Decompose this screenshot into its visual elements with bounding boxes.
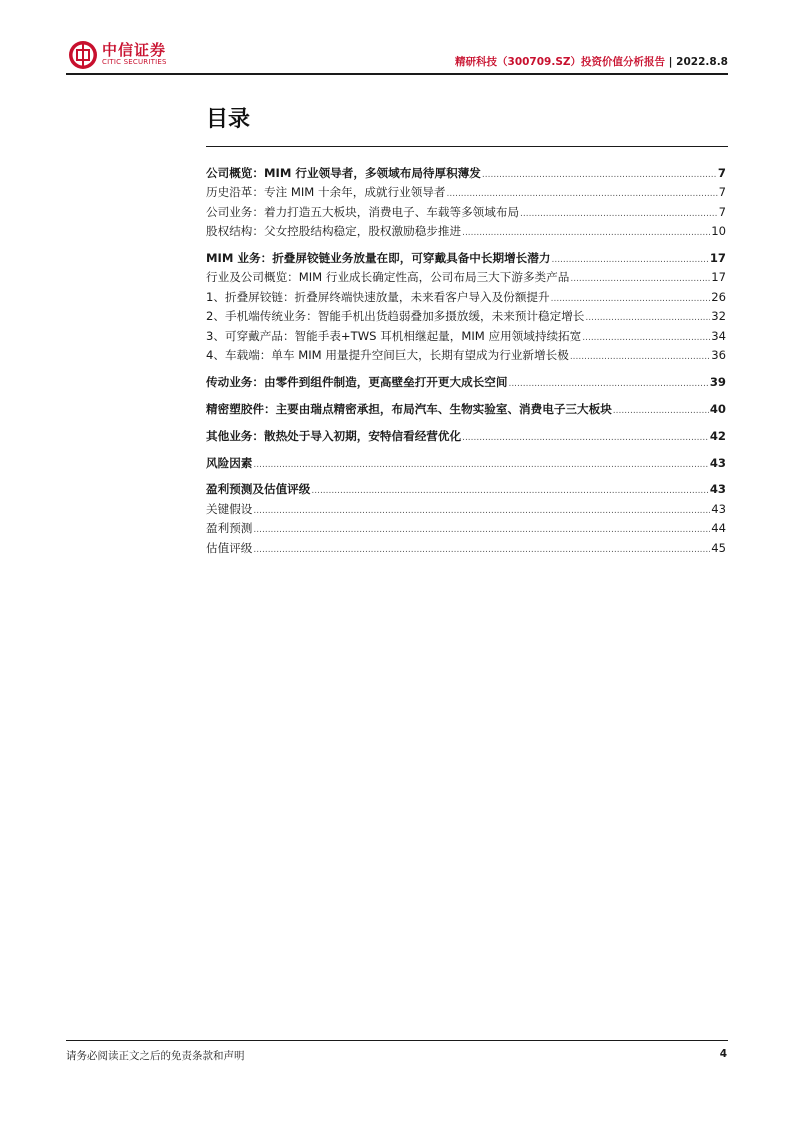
toc-subsection-entry[interactable]: [206, 203, 726, 222]
toc-entry-page: 34: [711, 328, 726, 343]
report-title: [455, 54, 728, 69]
toc-dot-leader: [253, 521, 710, 540]
toc-section-entry[interactable]: [206, 480, 726, 499]
toc-section-entry[interactable]: [206, 373, 726, 392]
toc-dot-leader: [253, 456, 708, 475]
toc-dot-leader: [482, 166, 717, 185]
toc-entry-page: 32: [711, 309, 726, 324]
toc-section-entry[interactable]: [206, 427, 726, 446]
toc-section-entry[interactable]: [206, 454, 726, 473]
toc-entry-page: 43: [711, 501, 726, 516]
page-number: 4: [719, 1048, 727, 1060]
toc-subsection-entry[interactable]: [206, 268, 726, 287]
toc-entry-label: 行业及公司概览：MIM 行业成长确定性高，公司布局三大下游多类产品: [206, 270, 570, 285]
toc-dot-leader: [551, 251, 708, 270]
toc-dot-leader: [508, 375, 708, 394]
toc-entry-label: 其他业务：散热处于导入初期，安特信看经营优化: [206, 428, 462, 443]
toc-entry-page: 45: [711, 540, 726, 555]
toc-entry-label: 公司业务：着力打造五大板块，消费电子、车载等多领域布局: [206, 204, 520, 219]
toc-section-entry[interactable]: [206, 400, 726, 419]
toc-dot-leader: [570, 348, 710, 367]
toc-entry-page: 26: [711, 289, 726, 304]
footer-divider: [66, 1040, 728, 1041]
logo-chinese-text: 中信证券: [102, 41, 167, 59]
toc-entry-page: 43: [709, 482, 726, 497]
table-of-contents: [206, 164, 726, 558]
toc-subsection-entry[interactable]: [206, 183, 726, 202]
toc-entry-page: 40: [709, 401, 726, 416]
toc-dot-leader: [462, 429, 709, 448]
citic-logo-icon: [68, 40, 98, 70]
toc-section-entry[interactable]: [206, 249, 726, 268]
toc-dot-leader: [253, 502, 710, 521]
page-header: [66, 38, 728, 74]
toc-entry-page: 39: [709, 374, 726, 389]
toc-entry-label: 3、可穿戴产品：智能手表+TWS 耳机相继起量，MIM 应用领域持续拓宽: [206, 328, 582, 343]
toc-dot-leader: [585, 309, 710, 328]
report-name: 精研科技（300709.SZ）投资价值分析报告: [455, 56, 666, 68]
toc-subsection-entry[interactable]: [206, 346, 726, 365]
footer-disclaimer: 请务必阅读正文之后的免责条款和声明: [66, 1050, 245, 1062]
report-date: 2022.8.8: [676, 56, 728, 68]
toc-entry-label: 4、车载端：单车 MIM 用量提升空间巨大，长期有望成为行业新增长极: [206, 348, 569, 363]
toc-entry-page: 42: [709, 428, 726, 443]
toc-subsection-entry[interactable]: [206, 519, 726, 538]
toc-entry-label: 公司概览：MIM 行业领导者，多领域布局待厚积薄发: [206, 166, 481, 180]
toc-subsection-entry[interactable]: [206, 539, 726, 558]
toc-dot-leader: [520, 205, 718, 224]
toc-entry-page: 10: [711, 224, 726, 239]
toc-subsection-entry[interactable]: [206, 288, 726, 307]
toc-entry-label: 2、手机端传统业务：智能手机出货趋弱叠加多摄放缓，未来预计稳定增长: [206, 309, 585, 324]
toc-subsection-entry[interactable]: [206, 222, 726, 241]
toc-dot-leader: [570, 270, 710, 289]
toc-entry-label: 关键假设: [206, 501, 253, 516]
toc-dot-leader: [462, 224, 710, 243]
toc-entry-page: 43: [709, 455, 726, 470]
toc-subsection-entry[interactable]: [206, 327, 726, 346]
toc-entry-page: 7: [718, 204, 726, 219]
toc-subsection-entry[interactable]: [206, 307, 726, 326]
toc-subsection-entry[interactable]: [206, 500, 726, 519]
toc-entry-page: 36: [711, 348, 726, 363]
toc-entry-page: 17: [709, 251, 726, 266]
toc-dot-leader: [582, 329, 710, 348]
toc-entry-label: 风险因素: [206, 455, 253, 470]
title-separator: |: [668, 56, 673, 68]
toc-dot-leader: [613, 402, 709, 421]
header-divider: [66, 73, 728, 75]
toc-entry-label: 1、折叠屏铰链：折叠屏终端快速放量，未来看客户导入及份额提升: [206, 289, 550, 304]
toc-entry-label: 股权结构：父女控股结构稳定，股权激励稳步推进: [206, 224, 462, 239]
toc-entry-label: 盈利预测及估值评级: [206, 482, 311, 497]
toc-entry-label: MIM 业务：折叠屏铰链业务放量在即，可穿戴具备中长期增长潜力: [206, 251, 551, 266]
toc-entry-label: 精密塑胶件：主要由瑞点精密承担，布局汽车、生物实验室、消费电子三大板块: [206, 401, 612, 416]
citic-securities-logo: [66, 38, 186, 74]
toc-entry-label: 估值评级: [206, 540, 253, 555]
toc-entry-page: 7: [718, 185, 726, 200]
toc-dot-leader: [253, 541, 710, 560]
toc-section-entry[interactable]: [206, 164, 726, 183]
toc-entry-label: 传动业务：由零件到组件制造，更高壁垒打开更大成长空间: [206, 374, 508, 389]
toc-entry-page: 44: [711, 521, 726, 536]
toc-dot-leader: [311, 482, 709, 501]
toc-entry-page: 7: [717, 166, 726, 180]
toc-entry-page: 17: [711, 270, 726, 285]
toc-entry-label: 盈利预测: [206, 521, 253, 536]
toc-heading-divider: [206, 146, 728, 147]
toc-heading: 目录: [206, 107, 251, 132]
logo-english-text: CITIC SECURITIES: [102, 58, 167, 66]
toc-entry-label: 历史沿革：专注 MIM 十余年，成就行业领导者: [206, 185, 446, 200]
